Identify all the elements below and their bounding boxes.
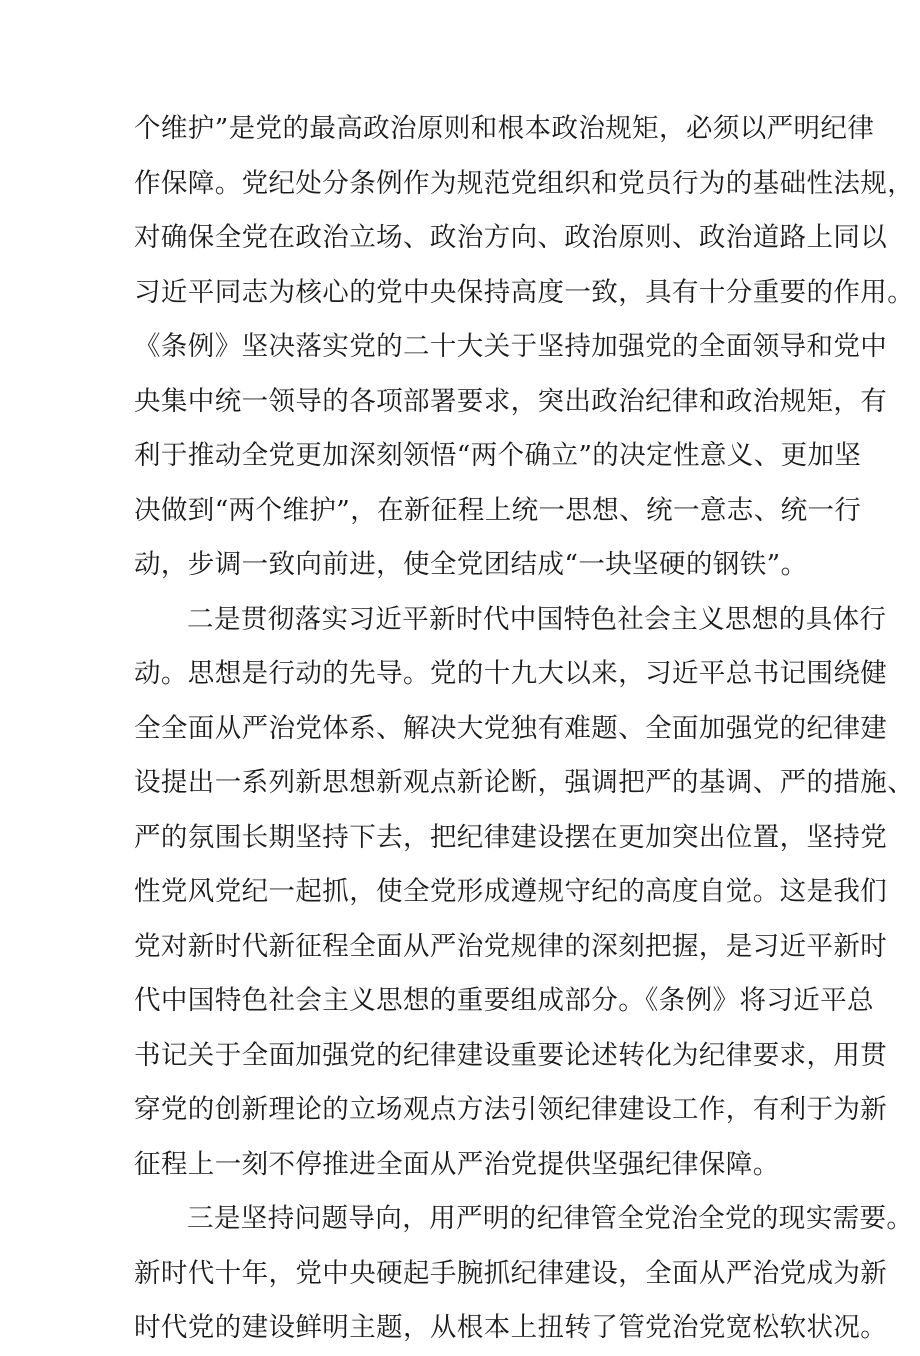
text-line: 作保障。党纪处分条例作为规范党组织和党员行为的基础性法规， xyxy=(134,167,915,199)
text-line: 性党风党纪一起抓，使全党形成遵规守纪的高度自觉。这是我们 xyxy=(134,876,888,907)
text-line: 个维护”是党的最高政治原则和根本政治规矩，必须以严明纪律 xyxy=(134,113,875,144)
text-line: 时代党的建设鲜明主题，从根本上扭转了管党治党宽松软状况。 xyxy=(134,1312,888,1343)
text-line: 党对新时代新征程全面从严治党规律的深刻把握，是习近平新时 xyxy=(134,930,888,962)
text-line: 对确保全党在政治立场、政治方向、政治原则、政治道路上同以 xyxy=(134,222,888,253)
text-line: 代中国特色社会主义思想的重要组成部分。《条例》将习近平总 xyxy=(134,985,874,1016)
text-line: 动。思想是行动的先导。党的十九大以来，习近平总书记围绕健 xyxy=(134,658,888,689)
text-line: 严的氛围长期坚持下去，把纪律建设摆在更加突出位置，坚持党 xyxy=(134,821,888,853)
text-line: 《条例》坚决落实党的二十大关于坚持加强党的全面领导和党中 xyxy=(134,331,888,362)
text-line: 新时代十年，党中央硬起手腕抓纪律建设，全面从严治党成为新 xyxy=(134,1257,888,1289)
text-line: 书记关于全面加强党的纪律建设重要论述转化为纪律要求，用贯 xyxy=(134,1039,888,1071)
text-line: 穿党的创新理论的立场观点方法引领纪律建设工作，有利于为新 xyxy=(134,1094,888,1125)
text-line: 决做到“两个维护”，在新征程上统一思想、统一意志、统一行 xyxy=(134,494,862,526)
text-line: 全全面从严治党体系、解决大党独有难题、全面加强党的纪律建 xyxy=(134,712,888,744)
paragraph-start-line: 三是坚持问题导向，用严明的纪律管全党治全党的现实需要。 xyxy=(187,1203,914,1234)
text-line: 征程上一刻不停推进全面从严治党提供坚强纪律保障。 xyxy=(134,1148,780,1180)
text-line: 动，步调一致向前进，使全党团结成“一块坚硬的钢铁”。 xyxy=(134,549,808,580)
text-line: 利于推动全党更加深刻领悟“两个确立”的决定性意义、更加坚 xyxy=(134,440,862,471)
text-line: 央集中统一领导的各项部署要求，突出政治纪律和政治规矩，有 xyxy=(134,385,888,417)
text-line: 设提出一系列新思想新观点新论断，强调把严的基调、严的措施、 xyxy=(134,767,915,798)
body-text xyxy=(134,102,915,1356)
paragraph-start-line: 二是贯彻落实习近平新时代中国特色社会主义思想的具体行 xyxy=(187,603,887,635)
text-line: 习近平同志为核心的党中央保持高度一致，具有十分重要的作用。 xyxy=(134,276,915,308)
